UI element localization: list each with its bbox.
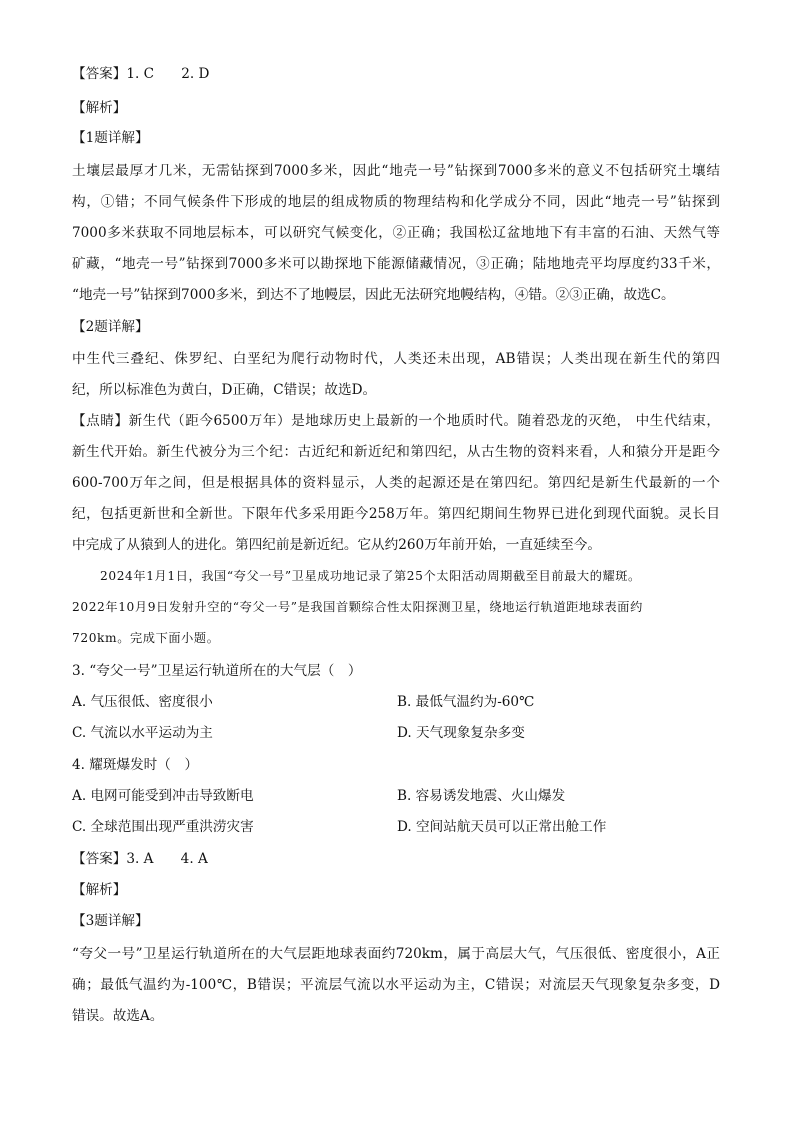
text-line-djA: 【点睛】新生代（距今6500万年）是地球历史上最新的一个地质时代。随着恐龙的灭绝， 中生代结束， [72,413,720,429]
text-line-djB: 新生代开始。新生代被分为三个纪：古近纪和新近纪和第四纪，从古生物的资料来看，人和猿分开是距今 [72,444,720,460]
question-3-option-a: A. 气压很低、密度很小 [72,694,213,710]
question-4-option-b: B. 容易诱发地震、火山爆发 [397,788,566,804]
text-line-jx2: 【解析】 [72,882,127,898]
text-line-p1b: 构，①错；不同气候条件下形成的地层的组成物质的物理结构和化学成分不同，因此“地壳一号”钻探到 [72,194,720,210]
text-line-psC: 720km。完成下面小题。 [72,631,220,645]
text-line-p3b: 确；最低气温约为-100℃，B错误；平流层气流以水平运动为主，C错误；对流层天气现象复杂多变，D [72,977,720,993]
question-3-stem: 3. “夸父一号”卫星运行轨道所在的大气层（ ） [72,663,362,679]
text-line-ans34: 【答案】3. A 4. A [72,851,208,867]
text-line-djD: 纪，包括更新世和全新世。下限年代多采用距今258万年。第四纪期间生物界已进化到现代面貌。灵长目 [72,506,720,522]
text-line-q3h: 【3题详解】 [72,913,149,929]
text-line-psA: 2024年1月1日，我国“夸父一号”卫星成功地记录了第25个太阳活动周期截至目前最大的耀斑。 [100,569,641,583]
text-line-djE: 中完成了从猿到人的进化。第四纪前是新近纪。它从约260万年前开始，一直延续至今。 [72,537,601,553]
text-line-jx1: 【解析】 [72,100,127,116]
text-line-p1c: 7000多米获取不同地层标本，可以研究气候变化，②正确；我国松辽盆地地下有丰富的石油、天然气等 [72,225,720,241]
question-3-option-b: B. 最低气温约为-60℃ [397,694,535,710]
text-line-p2b: 纪，所以标准色为黄白，D正确，C错误；故选D。 [72,382,377,398]
text-line-ans12: 【答案】1. C 2. D [72,66,210,82]
text-line-q2h: 【2题详解】 [72,319,149,335]
question-4-option-d: D. 空间站航天员可以正常出舱工作 [397,819,607,835]
text-line-djC: 600-700万年之间，但是根据具体的资料显示，人类的起源还是在第四纪。第四纪是新生代最新的一个 [72,475,720,491]
text-line-p3c: 错误。故选A。 [72,1008,164,1024]
text-line-p1d: 矿藏，“地壳一号”钻探到7000多米可以勘探地下能源储藏情况，③正确；陆地地壳平均厚度约33千米， [72,256,720,272]
question-3-option-d: D. 天气现象复杂多变 [397,725,525,741]
text-line-q1h: 【1题详解】 [72,130,149,146]
question-4-stem: 4. 耀斑爆发时（ ） [72,757,199,773]
question-4-option-a: A. 电网可能受到冲击导致断电 [72,788,254,804]
text-line-p1a: 土壤层最厚才几米，无需钻探到7000多米，因此“地壳一号”钻探到7000多米的意义不包括研究土壤结 [72,163,720,179]
text-line-p1e: “地壳一号”钻探到7000多米，到达不了地幔层，因此无法研究地幔结构，④错。②③正确，故选C。 [72,287,675,303]
text-line-psB: 2022年10月9日发射升空的“夸父一号”是我国首颗综合性太阳探测卫星，绕地运行轨道距地球表面约 [72,600,643,614]
text-line-p2a: 中生代三叠纪、侏罗纪、白垩纪为爬行动物时代，人类还未出现，AB错误；人类出现在新生代的第四 [72,351,720,367]
text-line-p3a: “夸父一号”卫星运行轨道所在的大气层距地球表面约720km，属于高层大气，气压很低、密度很小，A正 [72,946,720,962]
question-4-option-c: C. 全球范围出现严重洪涝灾害 [72,819,254,835]
question-3-option-c: C. 气流以水平运动为主 [72,725,213,741]
